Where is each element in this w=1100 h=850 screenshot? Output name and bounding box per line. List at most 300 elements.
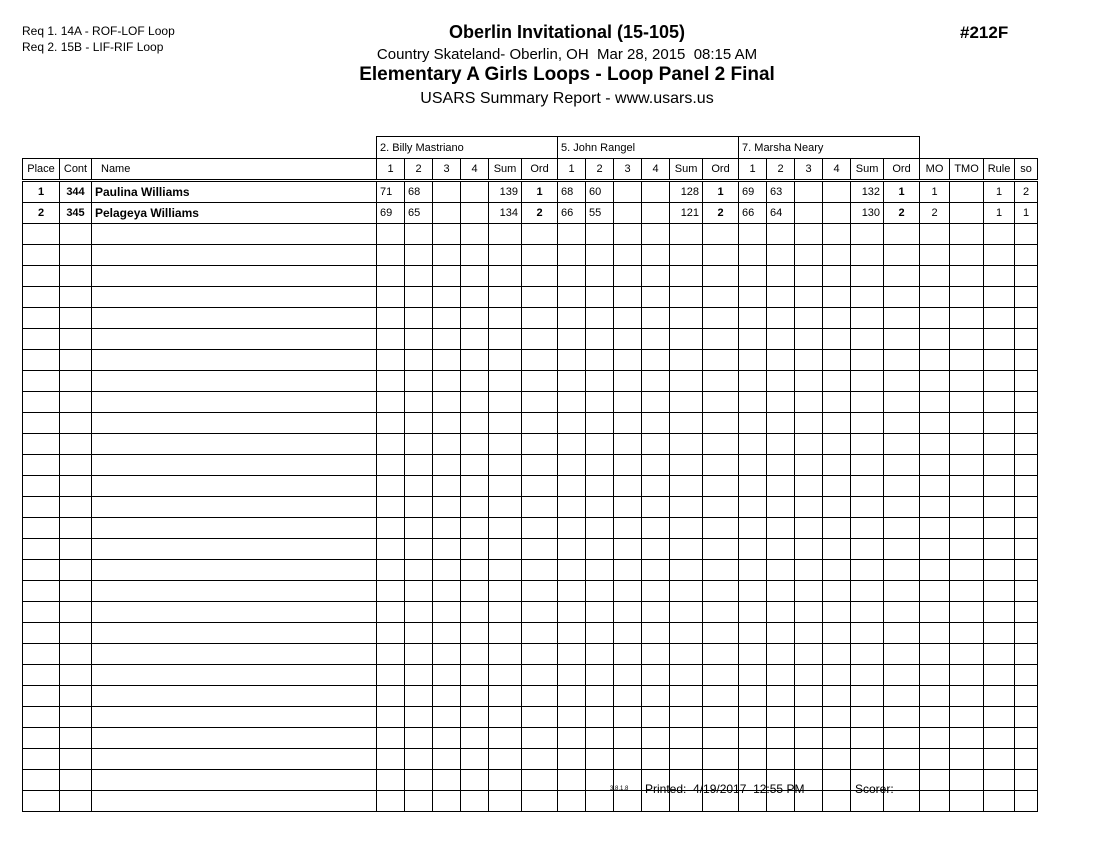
so-cell: [1015, 392, 1038, 413]
empty-row: [23, 371, 1038, 392]
judge-name-3: 7. Marsha Neary: [739, 137, 920, 159]
mo-cell: [920, 287, 950, 308]
rule-cell: [984, 644, 1015, 665]
score-cell: [642, 749, 670, 770]
score-cell: [795, 560, 823, 581]
score-cell: [823, 371, 851, 392]
score-cell: [642, 224, 670, 245]
ord-cell: [522, 371, 558, 392]
score-cell: [739, 581, 767, 602]
ord-cell: [703, 455, 739, 476]
empty-row: [23, 266, 1038, 287]
tmo-cell: [950, 413, 984, 434]
score-cell: [614, 224, 642, 245]
col-header-ord: Ord: [522, 159, 558, 181]
mo-cell: [920, 581, 950, 602]
score-cell: [739, 560, 767, 581]
score-cell: [795, 686, 823, 707]
score-cell: [377, 413, 405, 434]
ord-cell: [703, 224, 739, 245]
col-header-2: 2: [586, 159, 614, 181]
tmo-cell: [950, 518, 984, 539]
rule-cell: [984, 266, 1015, 287]
col-header-3: 3: [433, 159, 461, 181]
place-cell: [23, 497, 60, 518]
score-cell: [823, 497, 851, 518]
name-cell: [92, 434, 377, 455]
ord-cell: [522, 665, 558, 686]
score-cell: [823, 392, 851, 413]
score-cell: [642, 455, 670, 476]
score-cell: [405, 308, 433, 329]
sum-cell: [851, 455, 884, 476]
sum-cell: [851, 266, 884, 287]
sum-cell: [851, 728, 884, 749]
empty-row: [23, 602, 1038, 623]
score-cell: [461, 791, 489, 812]
empty-row: [23, 707, 1038, 728]
score-cell: 69: [377, 203, 405, 224]
rule-cell: [984, 602, 1015, 623]
ord-cell: 1: [884, 181, 920, 203]
sum-cell: [489, 728, 522, 749]
sum-cell: [670, 707, 703, 728]
ord-cell: [522, 560, 558, 581]
score-cell: [558, 644, 586, 665]
sum-cell: [489, 392, 522, 413]
mo-cell: [920, 266, 950, 287]
place-cell: [23, 434, 60, 455]
cont-cell: [60, 497, 92, 518]
sum-cell: 130: [851, 203, 884, 224]
so-cell: [1015, 434, 1038, 455]
name-cell: [92, 728, 377, 749]
score-cell: [433, 497, 461, 518]
ord-cell: [884, 308, 920, 329]
score-cell: [739, 728, 767, 749]
rule-cell: [984, 728, 1015, 749]
rule-cell: [984, 224, 1015, 245]
score-cell: [823, 623, 851, 644]
score-cell: [823, 413, 851, 434]
score-cell: [642, 308, 670, 329]
sum-cell: [851, 560, 884, 581]
sum-cell: [851, 518, 884, 539]
tmo-cell: [950, 308, 984, 329]
score-cell: [405, 329, 433, 350]
sum-cell: 139: [489, 181, 522, 203]
ord-cell: [522, 476, 558, 497]
venue-date-line: Country Skateland- Oberlin, OH Mar 28, 2015 08:15 AM: [376, 46, 758, 63]
empty-row: [23, 308, 1038, 329]
score-cell: [767, 518, 795, 539]
ord-cell: 2: [884, 203, 920, 224]
col-header-place: Place: [23, 159, 60, 181]
score-cell: [795, 455, 823, 476]
score-cell: [461, 203, 489, 224]
score-cell: [614, 371, 642, 392]
score-cell: [642, 581, 670, 602]
cont-cell: [60, 749, 92, 770]
score-cell: [586, 791, 614, 812]
sum-cell: [851, 308, 884, 329]
name-cell: [92, 476, 377, 497]
score-cell: [823, 539, 851, 560]
col-header-name: Name: [92, 159, 377, 181]
score-cell: [405, 728, 433, 749]
ord-cell: [884, 749, 920, 770]
mo-cell: [920, 329, 950, 350]
rule-cell: [984, 245, 1015, 266]
ord-cell: [703, 665, 739, 686]
place-cell: [23, 371, 60, 392]
place-cell: 2: [23, 203, 60, 224]
rule-cell: [984, 371, 1015, 392]
score-cell: [739, 539, 767, 560]
score-cell: [377, 560, 405, 581]
score-cell: [586, 497, 614, 518]
score-cell: [377, 791, 405, 812]
score-cell: [405, 392, 433, 413]
mo-cell: [920, 392, 950, 413]
cont-cell: [60, 581, 92, 602]
score-cell: [461, 770, 489, 791]
ord-cell: [522, 329, 558, 350]
rule-cell: [984, 539, 1015, 560]
score-cell: [739, 476, 767, 497]
sum-cell: [851, 350, 884, 371]
ord-cell: [703, 728, 739, 749]
score-cell: [433, 181, 461, 203]
ord-cell: [703, 707, 739, 728]
score-cell: [642, 476, 670, 497]
ord-cell: [522, 707, 558, 728]
score-cell: [642, 560, 670, 581]
place-cell: [23, 791, 60, 812]
score-cell: [614, 287, 642, 308]
score-cell: [739, 602, 767, 623]
sum-cell: [670, 392, 703, 413]
cont-cell: 345: [60, 203, 92, 224]
col-header-so: so: [1015, 159, 1038, 181]
sum-cell: [851, 434, 884, 455]
place-cell: [23, 728, 60, 749]
col-header-2: 2: [767, 159, 795, 181]
mo-cell: 2: [920, 203, 950, 224]
score-cell: [767, 371, 795, 392]
score-cell: [795, 749, 823, 770]
score-cell: [823, 665, 851, 686]
score-cell: [767, 245, 795, 266]
score-cell: [558, 686, 586, 707]
mo-cell: [920, 791, 950, 812]
score-cell: [558, 392, 586, 413]
score-cell: [586, 749, 614, 770]
rule-cell: [984, 350, 1015, 371]
ord-cell: 1: [522, 181, 558, 203]
ord-cell: [884, 329, 920, 350]
score-cell: [795, 728, 823, 749]
score-cell: [586, 392, 614, 413]
so-cell: [1015, 224, 1038, 245]
score-cell: [377, 602, 405, 623]
ord-cell: [703, 602, 739, 623]
name-cell: [92, 392, 377, 413]
mo-cell: [920, 518, 950, 539]
sum-cell: [489, 518, 522, 539]
sum-cell: [489, 266, 522, 287]
place-cell: [23, 392, 60, 413]
mo-cell: [920, 539, 950, 560]
empty-row: [23, 518, 1038, 539]
empty-row: [23, 476, 1038, 497]
rule-cell: [984, 434, 1015, 455]
tmo-cell: [950, 329, 984, 350]
tmo-cell: [950, 707, 984, 728]
score-cell: [433, 224, 461, 245]
sum-cell: [670, 287, 703, 308]
rule-cell: [984, 686, 1015, 707]
cont-cell: [60, 308, 92, 329]
score-cell: [461, 181, 489, 203]
score-cell: [642, 707, 670, 728]
score-cell: [823, 350, 851, 371]
score-cell: [405, 539, 433, 560]
score-cell: [433, 644, 461, 665]
ord-cell: [703, 518, 739, 539]
score-cell: [586, 224, 614, 245]
score-cell: [795, 434, 823, 455]
rule-cell: [984, 581, 1015, 602]
sum-cell: [489, 665, 522, 686]
score-cell: [823, 707, 851, 728]
score-cell: [614, 581, 642, 602]
cont-cell: [60, 434, 92, 455]
score-cell: [823, 455, 851, 476]
so-cell: [1015, 497, 1038, 518]
name-cell: [92, 623, 377, 644]
ord-cell: [522, 350, 558, 371]
mo-cell: [920, 413, 950, 434]
so-cell: [1015, 602, 1038, 623]
place-cell: [23, 539, 60, 560]
sum-cell: [489, 224, 522, 245]
sum-cell: [670, 350, 703, 371]
score-cell: [795, 350, 823, 371]
ord-cell: [884, 434, 920, 455]
score-cell: [405, 770, 433, 791]
tmo-cell: [950, 476, 984, 497]
score-cell: [461, 686, 489, 707]
name-cell: Pelageya Williams: [92, 203, 377, 224]
empty-row: [23, 623, 1038, 644]
score-cell: [558, 350, 586, 371]
rule-cell: 1: [984, 181, 1015, 203]
rule-cell: [984, 749, 1015, 770]
sum-cell: [851, 371, 884, 392]
col-header-mo: MO: [920, 159, 950, 181]
ord-cell: [884, 686, 920, 707]
score-cell: [433, 392, 461, 413]
score-cell: [767, 434, 795, 455]
ord-cell: [884, 371, 920, 392]
spacer-cell: [23, 137, 377, 159]
score-cell: [642, 413, 670, 434]
score-cell: [823, 329, 851, 350]
score-cell: [586, 728, 614, 749]
sum-cell: [489, 308, 522, 329]
score-cell: [767, 224, 795, 245]
empty-row: [23, 749, 1038, 770]
score-cell: [614, 644, 642, 665]
rule-cell: 1: [984, 203, 1015, 224]
cont-cell: [60, 518, 92, 539]
score-cell: [614, 728, 642, 749]
score-cell: [586, 686, 614, 707]
empty-row: [23, 728, 1038, 749]
sum-cell: [489, 623, 522, 644]
score-cell: [461, 518, 489, 539]
col-header-rule: Rule: [984, 159, 1015, 181]
score-cell: [433, 413, 461, 434]
skater-row: [23, 203, 1038, 224]
score-cell: [405, 245, 433, 266]
score-cell: [614, 350, 642, 371]
score-cell: [461, 623, 489, 644]
score-cell: [795, 623, 823, 644]
so-cell: [1015, 560, 1038, 581]
score-cell: [405, 644, 433, 665]
rule-cell: [984, 560, 1015, 581]
score-cell: [405, 497, 433, 518]
score-cell: [433, 791, 461, 812]
mo-cell: [920, 623, 950, 644]
score-cell: [558, 539, 586, 560]
score-cell: [558, 581, 586, 602]
so-cell: 1: [1015, 203, 1038, 224]
score-cell: [433, 308, 461, 329]
score-cell: [795, 245, 823, 266]
name-cell: [92, 245, 377, 266]
score-cell: [433, 602, 461, 623]
score-cell: [461, 287, 489, 308]
rule-cell: [984, 392, 1015, 413]
ord-cell: [522, 308, 558, 329]
score-cell: [586, 287, 614, 308]
so-cell: [1015, 308, 1038, 329]
rule-cell: [984, 518, 1015, 539]
col-header-3: 3: [795, 159, 823, 181]
sum-cell: [670, 728, 703, 749]
sum-cell: [489, 371, 522, 392]
score-cell: [767, 287, 795, 308]
score-cell: [614, 791, 642, 812]
name-cell: [92, 350, 377, 371]
score-cell: [433, 266, 461, 287]
sum-cell: [851, 623, 884, 644]
sum-cell: [670, 665, 703, 686]
empty-row: [23, 455, 1038, 476]
score-cell: [642, 350, 670, 371]
score-cell: [767, 539, 795, 560]
cont-cell: [60, 266, 92, 287]
score-cell: [823, 287, 851, 308]
score-cell: [405, 707, 433, 728]
rule-cell: [984, 413, 1015, 434]
ord-cell: [884, 350, 920, 371]
score-cell: [795, 665, 823, 686]
ord-cell: [703, 539, 739, 560]
mo-cell: 1: [920, 181, 950, 203]
name-cell: [92, 455, 377, 476]
name-cell: [92, 371, 377, 392]
place-cell: [23, 602, 60, 623]
score-cell: [377, 770, 405, 791]
score-cell: [739, 287, 767, 308]
rule-cell: [984, 476, 1015, 497]
ord-cell: [884, 455, 920, 476]
place-cell: [23, 476, 60, 497]
score-cell: [586, 350, 614, 371]
cont-cell: [60, 644, 92, 665]
score-cell: [823, 434, 851, 455]
score-cell: [405, 602, 433, 623]
so-cell: [1015, 245, 1038, 266]
ord-cell: [884, 623, 920, 644]
sum-cell: [851, 329, 884, 350]
empty-row: [23, 350, 1038, 371]
score-cell: [461, 602, 489, 623]
rule-cell: [984, 791, 1015, 812]
score-cell: [795, 329, 823, 350]
score-cell: 66: [558, 203, 586, 224]
score-cell: [558, 224, 586, 245]
ord-cell: [884, 707, 920, 728]
score-cell: [795, 181, 823, 203]
tmo-cell: [950, 266, 984, 287]
sum-cell: 128: [670, 181, 703, 203]
mo-cell: [920, 455, 950, 476]
judge-name-1: 2. Billy Mastriano: [377, 137, 558, 159]
score-cell: [405, 266, 433, 287]
score-cell: [377, 707, 405, 728]
score-cell: [795, 518, 823, 539]
cont-cell: [60, 665, 92, 686]
cont-cell: [60, 392, 92, 413]
score-cell: [795, 287, 823, 308]
score-cell: [614, 203, 642, 224]
so-cell: [1015, 413, 1038, 434]
sum-cell: [670, 476, 703, 497]
so-cell: [1015, 371, 1038, 392]
printed-timestamp: Printed: 4/19/2017 12:55 PM: [645, 782, 805, 796]
score-cell: [642, 203, 670, 224]
score-cell: [586, 434, 614, 455]
sum-cell: [851, 224, 884, 245]
mo-cell: [920, 686, 950, 707]
sum-cell: [670, 266, 703, 287]
ord-cell: [703, 686, 739, 707]
score-cell: [433, 203, 461, 224]
so-cell: [1015, 665, 1038, 686]
score-cell: [642, 245, 670, 266]
col-header-4: 4: [461, 159, 489, 181]
score-cell: [614, 602, 642, 623]
ord-cell: [522, 287, 558, 308]
score-cell: [461, 728, 489, 749]
name-cell: Paulina Williams: [92, 181, 377, 203]
score-cell: [823, 203, 851, 224]
